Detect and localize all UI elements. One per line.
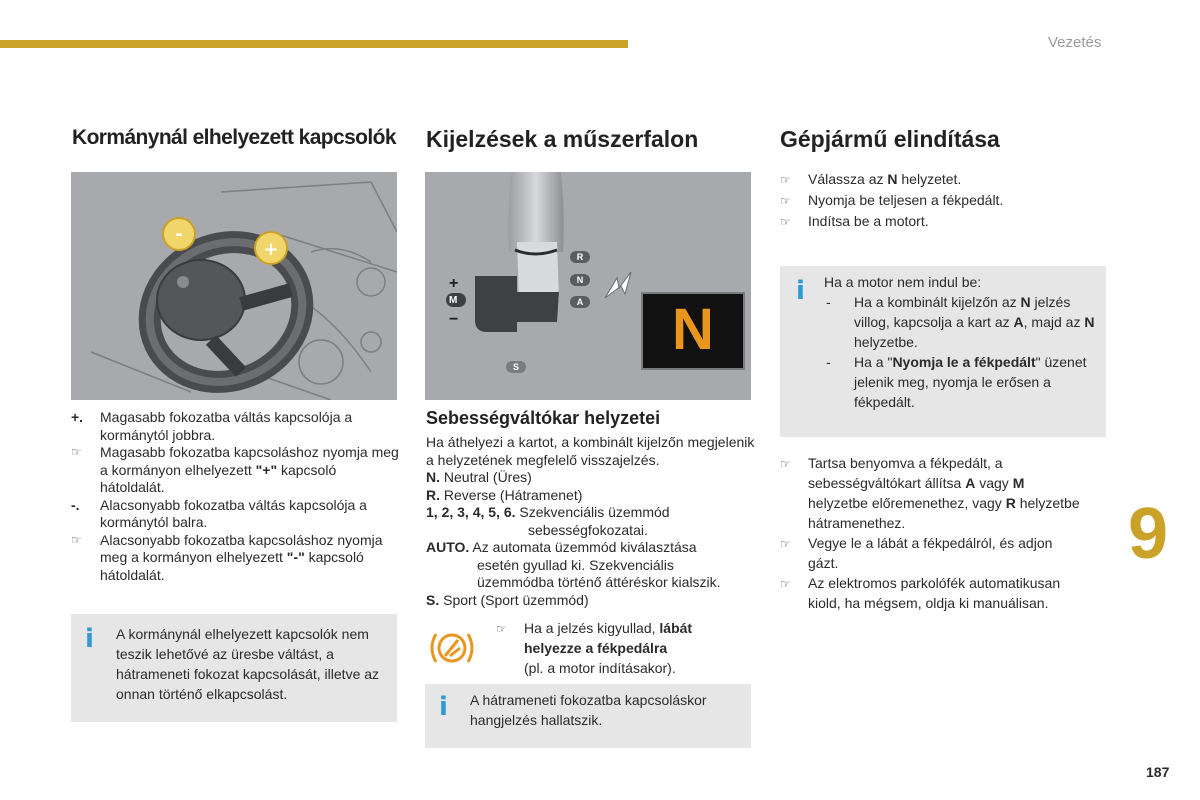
hand-pointer-icon: ☞	[780, 537, 791, 551]
steering-wheel-drawing	[71, 172, 397, 400]
item-text-part: Tartsa benyomva a fékpedált, a sebességváltókart állítsa	[808, 455, 1003, 491]
col2-info-box	[425, 684, 751, 748]
position-item	[426, 504, 756, 522]
item-text-bold: R	[1005, 495, 1016, 511]
item-text-bold: N	[1084, 314, 1095, 330]
item-text-part: Ha a "	[854, 354, 893, 370]
hand-pointer-icon: ☞	[496, 622, 507, 636]
col3-info-box	[780, 266, 1106, 437]
intro-text: Ha áthelyezi a kartot, a kombinált kijelzőn megjelenik a helyzetének megfelelő visszajelzés.	[426, 434, 755, 468]
item-text-bold: N	[1020, 294, 1031, 310]
item-text	[808, 169, 961, 189]
col2-title: Kijelzések a műszerfalon	[426, 126, 699, 152]
gear-display	[641, 292, 745, 370]
dash-marker: -	[826, 294, 831, 310]
dash-marker: -	[826, 354, 831, 370]
chapter-number: 9	[1128, 494, 1169, 574]
item-text-part: helyzetbe előremenethez, vagy	[808, 495, 1006, 511]
item-text-bold: "-"	[286, 549, 305, 565]
item-text: Alacsonyabb fokozatba váltás kapcsolója a kormánytól balra.	[100, 496, 367, 530]
item-text-part: jelzés villog, kapcsolja a kart az	[854, 294, 1071, 330]
brake-pedal-warning-icon	[428, 628, 476, 668]
item-text-part: , majd az	[1023, 314, 1085, 330]
col2-subtitle: Sebességváltókar helyzetei	[426, 408, 661, 428]
position-key: AUTO.	[426, 539, 470, 555]
info-icon: i	[796, 276, 805, 306]
item-text	[100, 532, 401, 585]
info-text: A kormánynál elhelyezett kapcsolók nem teszik lehetővé az üresbe váltást, a hátrameneti fokozat kapcsolását, illetve az onnan történő elkapcsolást.	[116, 626, 380, 702]
gear-display-letter: N	[672, 297, 714, 362]
item-text-part: helyzetbe.	[854, 334, 918, 350]
col3-title: Gépjármű elindítása	[780, 126, 1000, 152]
sub-text	[854, 292, 1098, 352]
item-text-part: Alacsonyabb fokozatba kapcsoláshoz nyomja meg a kormányon elhelyezett	[100, 531, 383, 565]
item-text: Az elektromos parkolófék automatikusan kiold, ha mégsem, oldja ki manuálisan.	[808, 575, 1061, 611]
item-text-part: kapcsoló hátoldalát.	[100, 549, 364, 583]
item-marker: -.	[71, 496, 80, 513]
item-text: Indítsa be a motort.	[808, 213, 929, 229]
position-text: Sport (Sport üzemmód)	[439, 591, 589, 608]
position-item	[426, 539, 756, 557]
start-steps-bottom	[780, 453, 1086, 613]
list-item	[780, 211, 1080, 232]
item-text-part: Ha a jelzés kigyullad,	[524, 620, 660, 636]
position-item	[426, 592, 756, 610]
list-item	[71, 532, 401, 585]
item-text-part: Magasabb fokozatba kapcsoláshoz nyomja meg a kormányon elhelyezett	[100, 444, 399, 478]
position-text: Szekvenciális üzemmód	[515, 504, 670, 520]
position-key: R.	[426, 486, 440, 503]
position-key: 1, 2, 3, 4, 5, 6.	[426, 504, 516, 520]
position-text: Reverse (Hátramenet)	[440, 486, 583, 503]
gear-plus-label: +	[449, 275, 459, 292]
list-item	[780, 169, 1080, 190]
position-cont: üzemmódba történő áttéréskor kialszik.	[477, 574, 721, 590]
steering-wheel-illustration	[71, 172, 397, 400]
item-text-bold: M	[1012, 475, 1025, 491]
hand-pointer-icon: ☞	[780, 215, 791, 229]
hand-pointer-icon: ☞	[71, 445, 82, 459]
info-text: A hátrameneti fokozatba kapcsoláskor hangjelzés hallatszik.	[470, 692, 707, 728]
item-text-part: vagy	[975, 475, 1013, 491]
item-text-bold: "+"	[255, 461, 278, 478]
info-text	[824, 272, 1098, 412]
svg-text:+: +	[263, 239, 279, 260]
hand-pointer-icon: ☞	[780, 173, 791, 187]
position-cont: esetén gyullad ki. Szekvenciális	[477, 556, 674, 573]
position-key: N.	[426, 469, 440, 485]
info-icon: i	[85, 624, 94, 654]
item-text-part: helyzetet.	[897, 171, 962, 187]
position-cont: sebességfokozatai.	[528, 521, 648, 538]
col1-info-box	[71, 614, 397, 722]
info-sub-item	[824, 292, 1098, 352]
header-rule	[0, 40, 628, 48]
item-text	[100, 444, 401, 497]
info-sub-item	[824, 352, 1098, 412]
item-text: Nyomja be teljesen a fékpedált.	[808, 192, 1004, 208]
col1-title: Kormánynál elhelyezett kapcsolók	[72, 126, 396, 149]
item-text-part: kapcsoló hátoldalát.	[100, 461, 337, 495]
list-item	[496, 618, 726, 678]
list-item	[71, 497, 401, 532]
item-text: Magasabb fokozatba váltás kapcsolója a kormánytól jobbra.	[100, 409, 353, 443]
gear-m-label: M	[449, 295, 458, 306]
position-item	[426, 469, 756, 487]
svg-text:-: -	[175, 224, 183, 245]
list-item	[780, 190, 1080, 211]
item-text-bold: N	[887, 171, 898, 187]
position-key: S.	[426, 591, 440, 608]
gear-r-badge: R	[570, 251, 590, 263]
item-text-bold: Nyomja le a fékpedált	[892, 354, 1036, 370]
info-icon: i	[439, 692, 448, 722]
item-text-bold: A	[1013, 314, 1024, 330]
position-text: Neutral (Üres)	[440, 469, 532, 485]
item-text	[524, 618, 726, 678]
gear-n-badge: N	[570, 274, 590, 286]
item-text-part: helyzetbe hátramenethez.	[808, 495, 1080, 531]
gear-a-badge: A	[570, 296, 590, 308]
info-intro: Ha a motor nem indul be:	[824, 274, 982, 290]
gear-positions-text	[426, 434, 756, 609]
item-text-part: Válassza az	[808, 171, 888, 187]
list-item	[71, 409, 401, 444]
hand-pointer-icon: ☞	[780, 194, 791, 208]
hand-pointer-icon: ☞	[71, 532, 82, 547]
gear-lever-illustration	[425, 172, 751, 400]
sub-text	[854, 352, 1098, 412]
list-item	[780, 573, 1086, 613]
list-item	[780, 533, 1086, 573]
item-text-part: (pl. a motor indításakor).	[524, 660, 676, 676]
position-item	[426, 487, 756, 505]
page-number: 187	[1146, 764, 1170, 780]
position-text: Az automata üzemmód kiválasztása	[469, 539, 697, 555]
item-text-part: Ha a kombinált kijelzőn az	[854, 294, 1021, 310]
gear-minus-label: −	[449, 311, 459, 328]
hand-pointer-icon: ☞	[780, 457, 791, 471]
list-item	[71, 444, 401, 497]
section-name: Vezetés	[1048, 34, 1102, 51]
list-item	[780, 453, 1086, 533]
col1-list	[71, 409, 401, 584]
item-text	[808, 453, 1086, 533]
item-text-bold: A	[965, 475, 976, 491]
item-marker: +.	[71, 409, 84, 425]
gear-s-badge: S	[506, 361, 526, 373]
item-text-part: " üzenet jelenik meg, nyomja le erősen a fékpedált.	[854, 354, 1087, 410]
lightning-icon	[601, 268, 637, 304]
item-text: Vegye le a lábát a fékpedálról, és adjon gázt.	[808, 535, 1053, 571]
brake-warning-text	[496, 618, 726, 678]
hand-pointer-icon: ☞	[780, 577, 791, 591]
start-steps-top	[780, 169, 1080, 232]
item-text-bold: lábát helyezze a fékpedálra	[524, 620, 693, 656]
